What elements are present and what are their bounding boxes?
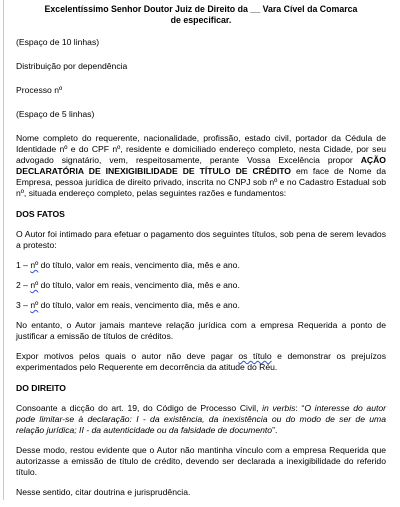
item-number: 1 – [16, 260, 31, 270]
direito-paragraph-3: Nesse sentido, citar doutrina e jurisprudência. [16, 487, 191, 497]
intro-paragraph [16, 133, 386, 199]
fatos-paragraph-3 [16, 351, 386, 373]
page-margin-line [3, 0, 4, 500]
legal-quote: O interesse do autor pode limitar-se à declaração: I - da existência, da inexistência ou do modo de ser de uma relação jurídica; II - da autenticidade ou da falsidade de documento [16, 403, 387, 435]
section-title-direito: DO DIREITO [16, 383, 66, 393]
grammar-mark: os título [238, 351, 272, 361]
direito-paragraph-1 [16, 403, 386, 436]
item-number-mark: nº [30, 260, 39, 270]
spacer-note-5: (Espaço de 5 linhas) [16, 109, 95, 119]
fatos-paragraph-2: No entanto, o Autor jamais manteve relação jurídica com a empresa Requerida a ponto de justificar a emissão de títulos de créditos. [16, 320, 386, 341]
process-line: Processo nº [16, 85, 63, 95]
item-text: do título, valor em reais, vencimento dia, mês e ano. [38, 300, 240, 310]
document-body [16, 4, 386, 507]
action-title: AÇÃO DECLARATÓRIA DE INEXIGIBILIDADE DE TÍTULO DE CRÉDITO [16, 155, 386, 176]
item-number-mark: nº [30, 280, 39, 290]
item-number: 2 – [16, 280, 31, 290]
intro-part-1: Nome completo do requerente, nacionalidade, profissão, estado civil, portador da Cédula de Identidade nº e do CPF nº, residente e domiciliado endereço completo, nesta Cidade, por seu advogado signatário, vem, respeitosamente, perante Vossa Excelência propor [16, 133, 386, 165]
direito-p1-b: : “ [295, 403, 305, 413]
header-line-2: de especificar. [170, 15, 232, 25]
spacer-note-10: (Espaço de 10 linhas) [16, 37, 100, 47]
item-text: do título, valor em reais, vencimento dia, mês e ano. [38, 260, 240, 270]
intro-part-2: em face de Nome da Empresa, pessoa jurídica de direito privado, inscrita no CNPJ sob nº e no Cadastro Estadual sob nº, situada endereço completo, pelas seguintes razões e fundamentos: [16, 166, 386, 198]
fatos-intro: O Autor foi intimado para efetuar o pagamento dos seguintes títulos, sob pena de serem levados a protesto: [16, 229, 386, 250]
item-number-mark: nº [30, 300, 39, 310]
fatos-p3-a: Expor motivos pelos quais o autor não deve pagar [16, 351, 239, 361]
header-line-1: Excelentíssimo Senhor Doutor Juiz de Direito da __ Vara Cível da Comarca [44, 4, 358, 14]
distribution-line: Distribuição por dependência [16, 61, 128, 71]
item-number: 3 – [16, 300, 31, 310]
section-title-fatos: DOS FATOS [16, 209, 65, 219]
latin-phrase: in verbis [262, 403, 296, 413]
title-item-3 [16, 300, 386, 311]
title-item-2 [16, 280, 386, 291]
direito-paragraph-2: Desse modo, restou evidente que o Autor não mantinha vínculo com a empresa Requerida que autorizasse a emissão de título de crédito, devendo ser declarada a inexigibilidade do referido título. [16, 445, 386, 477]
document-header [16, 4, 386, 26]
direito-p1-c: ”. [272, 425, 278, 435]
fatos-p3-b: e demonstrar os prejuízos experimentados pelo Requerente em decorrência da atitude do Réu. [16, 351, 386, 372]
item-text: do título, valor em reais, vencimento dia, mês e ano. [38, 280, 240, 290]
direito-p1-a: Consoante a dicção do art. 19, do Código de Processo Civil, [16, 403, 263, 413]
title-item-1 [16, 260, 386, 271]
